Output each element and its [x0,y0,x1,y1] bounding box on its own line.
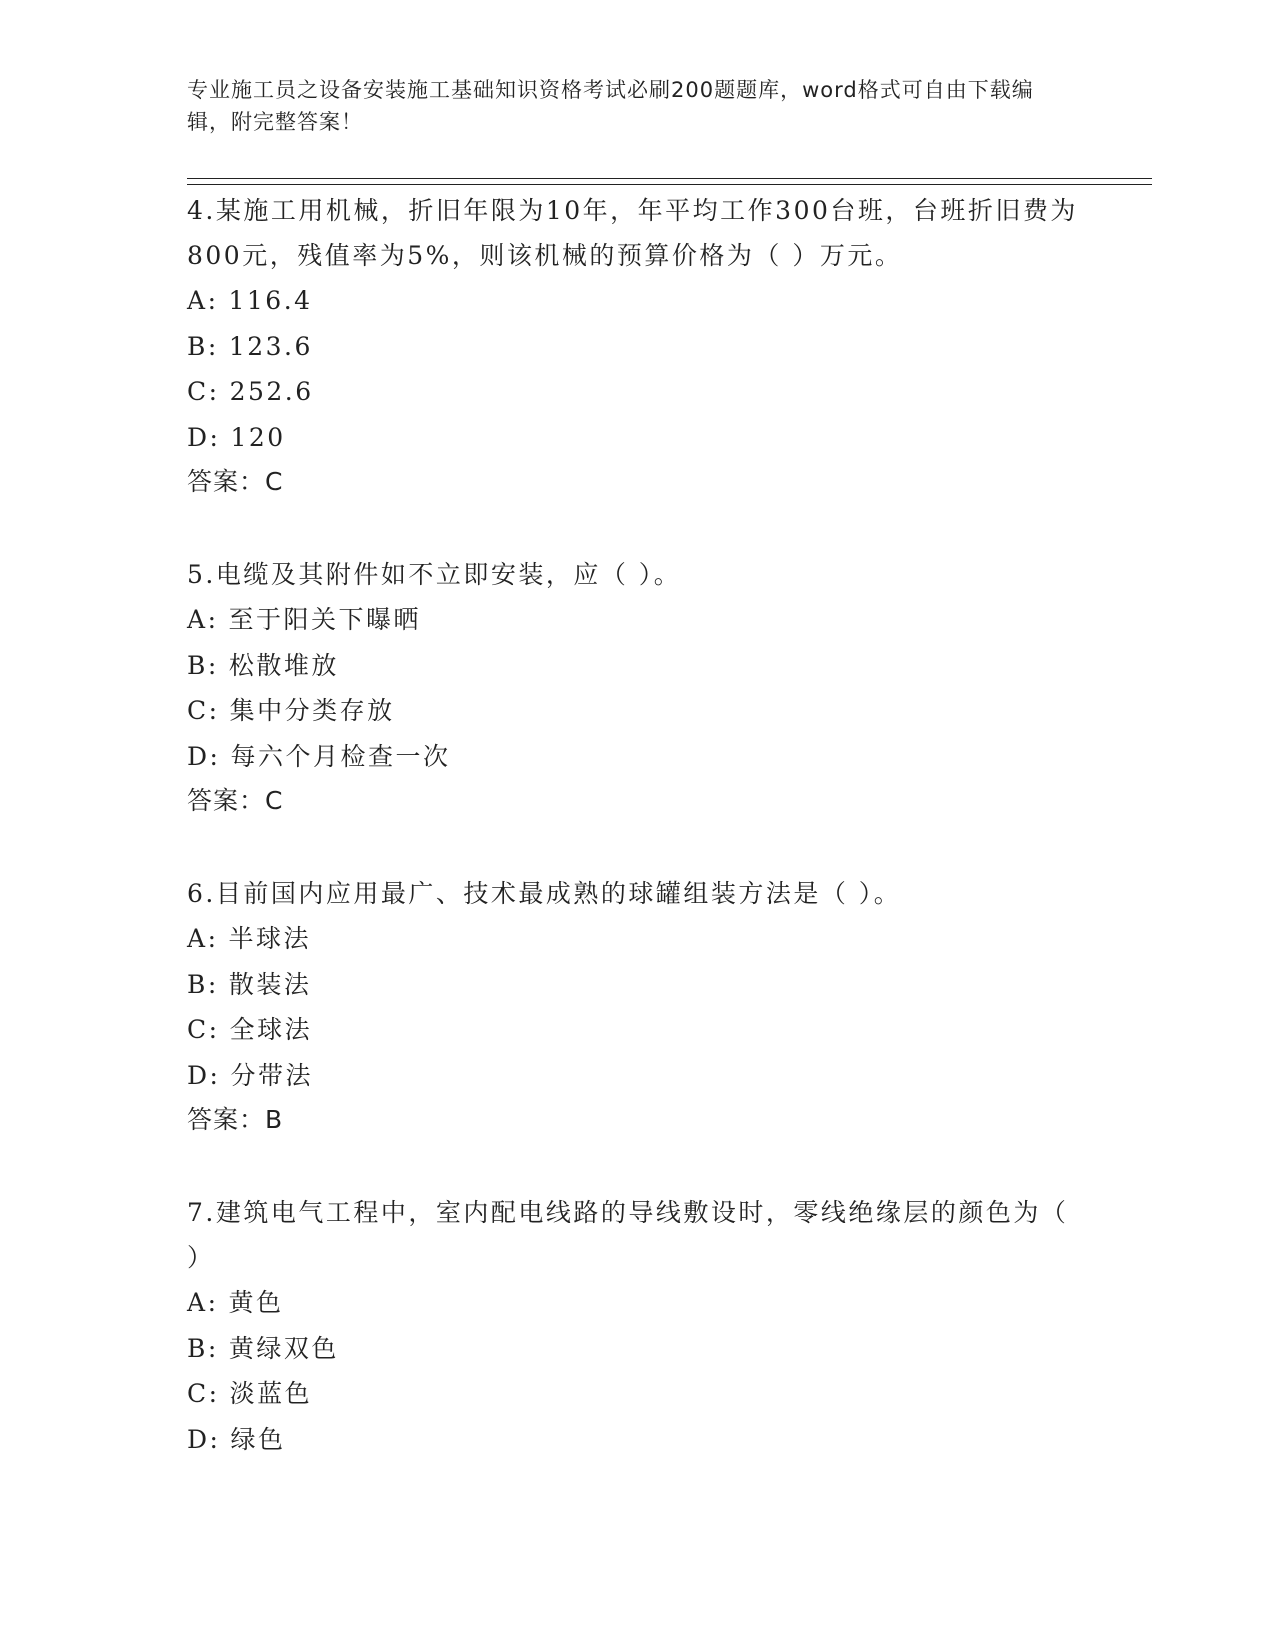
option-text: 集中分类存放 [229,696,395,725]
option-list [187,278,1087,460]
question-6 [187,871,1087,1142]
option-a: A: 半球法 [187,924,312,953]
option-c: C: 全球法 [187,1015,313,1044]
option-text: 123.6 [228,331,313,361]
question-stem: 4.某施工用机械，折旧年限为10年，年平均工作300台班，台班折旧费为800元，残值率为5%，则该机械的预算价格为（ ）万元。 [187,196,1078,270]
option-text: 全球法 [229,1015,313,1044]
header-divider-top [187,178,1152,179]
option-key: B [187,650,208,680]
option-list [187,1280,1087,1462]
question-stem: 5.电缆及其附件如不立即安装，应（ ）。 [187,560,682,589]
option-text: 绿色 [230,1424,286,1454]
option-text: 黄色 [228,1288,284,1317]
answer-line: 答案：C [187,467,284,496]
option-b: B: 123.6 [187,331,313,361]
option-text: 每六个月检查一次 [230,741,451,771]
option-key: B [187,1333,208,1363]
option-text: 淡蓝色 [229,1379,313,1408]
option-key: C [187,377,209,406]
question-stem: 6.目前国内应用最广、技术最成熟的球罐组装方法是（ ）。 [187,879,902,908]
option-c: C: 淡蓝色 [187,1379,313,1408]
option-list [187,597,1087,779]
option-key: A [187,605,208,634]
option-b: B: 黄绿双色 [187,1333,339,1363]
option-key: D [187,741,210,771]
option-key: A [187,286,208,315]
option-text: 分带法 [230,1060,313,1090]
option-text: 松散堆放 [228,650,339,680]
document-header: 专业施工员之设备安装施工基础知识资格考试必刷200题题库，word格式可自由下载编辑，附完整答案！ [187,78,1034,134]
option-a: A: 至于阳关下曝晒 [187,605,422,634]
option-key: D [187,1424,210,1454]
option-c: C: 集中分类存放 [187,696,395,725]
option-c: C: 252.6 [187,377,314,406]
option-key: D [187,422,210,452]
question-5 [187,552,1087,823]
option-b: B: 松散堆放 [187,650,339,680]
option-key: C [187,1379,209,1408]
option-d: D: 每六个月检查一次 [187,741,451,771]
option-key: C [187,1015,209,1044]
option-list [187,916,1087,1098]
option-key: D [187,1060,210,1090]
option-d: D: 分带法 [187,1060,313,1090]
answer-line: 答案：C [187,786,284,815]
option-text: 116.4 [228,286,313,315]
option-b: B: 散装法 [187,969,312,999]
option-text: 半球法 [228,924,312,953]
option-a: A: 116.4 [187,286,313,315]
option-d: D: 120 [187,422,286,452]
option-text: 黄绿双色 [228,1333,339,1363]
question-4 [187,188,1087,504]
option-key: C [187,696,209,725]
answer-line: 答案：B [187,1105,284,1134]
option-d: D: 绿色 [187,1424,286,1454]
option-key: A [187,924,208,953]
option-key: A [187,1288,208,1317]
option-text: 至于阳关下曝晒 [228,605,422,634]
option-text: 散装法 [228,969,312,999]
option-text: 120 [230,422,286,452]
question-stem: 7.建筑电气工程中，室内配电线路的导线敷设时，零线绝缘层的颜色为（ ） [187,1198,1069,1272]
option-a: A: 黄色 [187,1288,284,1317]
option-key: B [187,969,208,999]
option-key: B [187,331,208,361]
option-text: 252.6 [229,377,314,406]
question-7 [187,1190,1087,1462]
header-divider-bottom [187,184,1152,185]
